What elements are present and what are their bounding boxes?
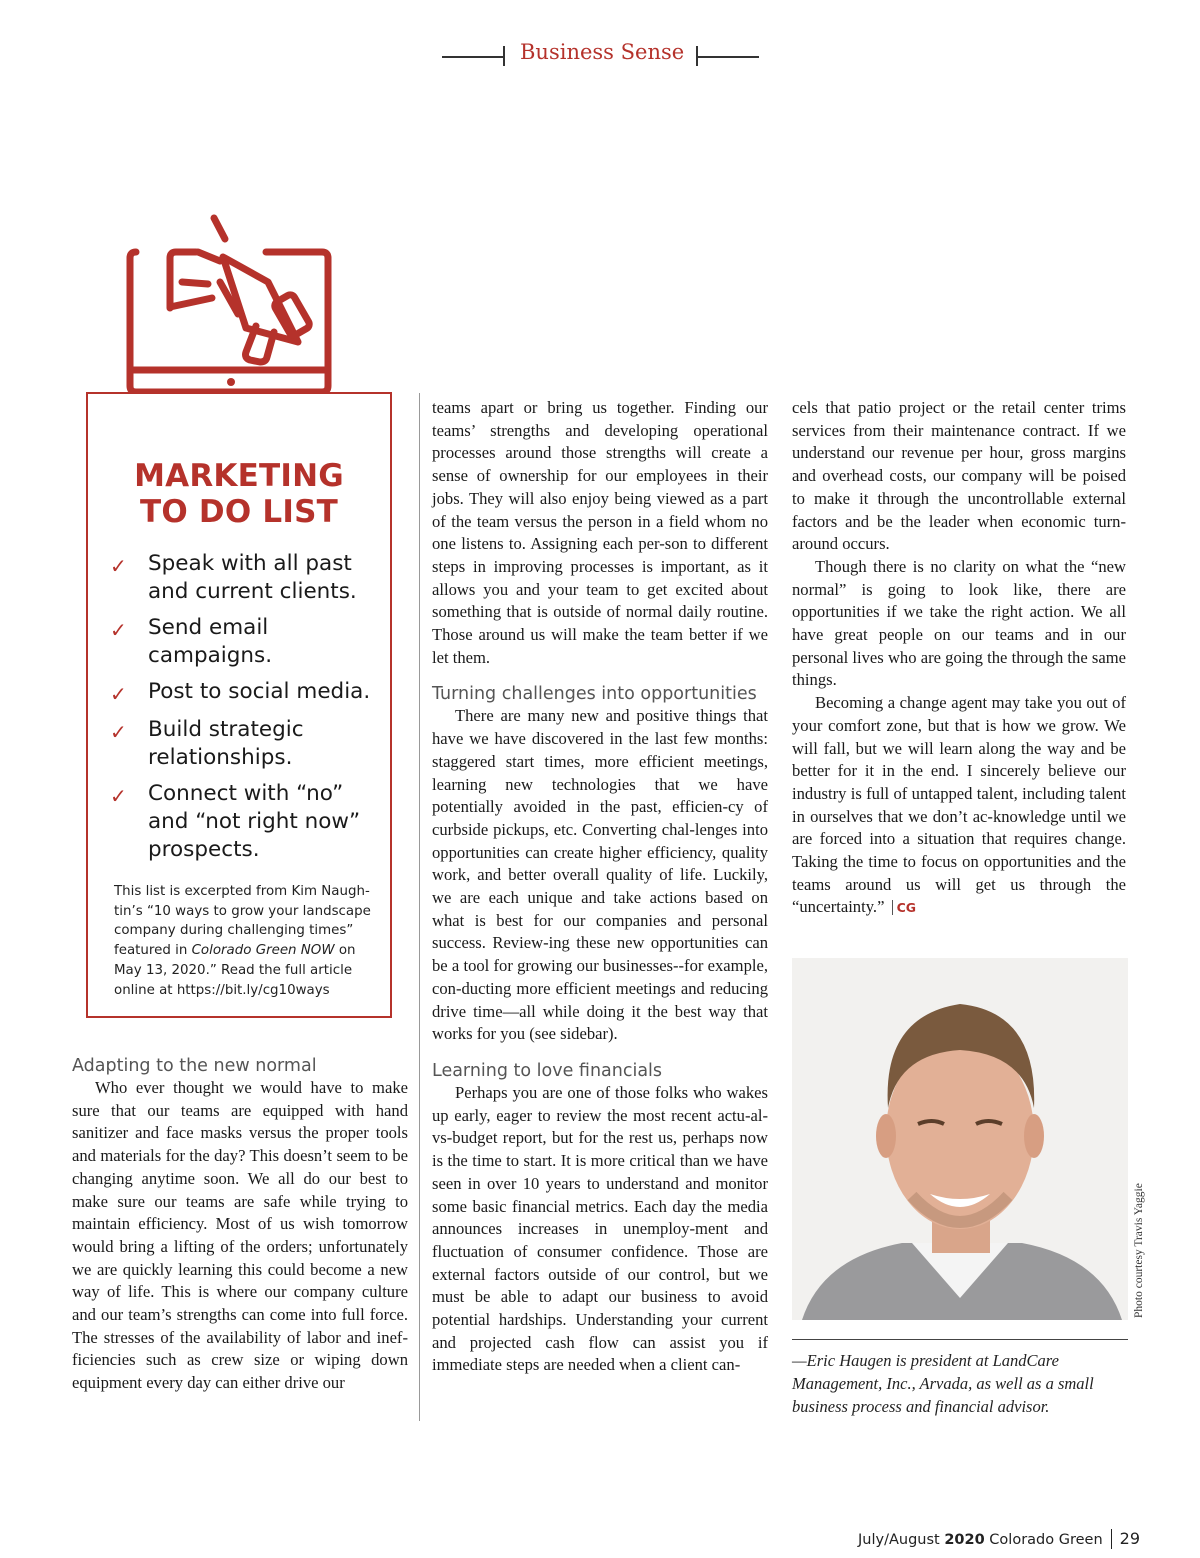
header-rule-left [442, 56, 504, 58]
article-column-2 [432, 397, 768, 1377]
end-mark: CG [892, 900, 916, 915]
article-column-1 [72, 1055, 408, 1395]
list-item [110, 780, 380, 864]
page-footer [858, 1529, 1140, 1549]
checkmark-icon: ✓ [110, 720, 127, 744]
todo-item-text: Speak with all past and current clients. [148, 551, 357, 604]
author-byline: —Eric Haugen is president at LandCare Management, Inc., Arvada, as well as a small business process and financial advisor. [792, 1351, 1094, 1416]
magazine-name: Colorado Green [989, 1532, 1103, 1548]
body-paragraph: cels that patio project or the retail center trims services from their maintenance contract. If we understand our revenue per hour, gross margins and overhead costs, our company will be poised to make it through the uncontrollable external factors and be the leader when economic turn-around occurs. [792, 398, 1126, 554]
body-paragraph: teams apart or bring us together. Finding our teams’ strengths and developing operational processes around those strengths will create a sense of ownership for our employees in their jobs. They will also enjoy being viewed as a part of the team versus the person in a field whom no one listens to. Assigning each per-son to different steps in improving processes is important, as it allows you and your team to get excited about something that is outside of normal daily routine. Those around us will make the team better if we let them. [432, 398, 768, 667]
note-text-1: This list is excerpted from Kim Naugh-tin’s “10 ways to grow your landscape company during challenging times” featured in [114, 884, 371, 959]
photo-credit: Photo courtesy Travis Yaggie [1133, 1183, 1145, 1318]
todo-item-text: Connect with “no” and “not right now” prospects. [148, 781, 361, 862]
author-portrait [792, 958, 1128, 1320]
sidebar-source-note [114, 882, 374, 1000]
closing-text: Becoming a change agent may take you out of your comfort zone, but that is how we grow. We will fall, but we will learn along the way and be better for it in the end. I sincerely believe our industry is full of untapped talent, including talent in ourselves that we don’t ac-knowledge until we are forced into a situation that requires change. Taking the time to focus on opportunities and the teams around us will get us through the “uncertainty.” [792, 693, 1126, 917]
checkmark-icon: ✓ [110, 554, 127, 578]
footer-separator [1111, 1529, 1112, 1549]
checkmark-icon: ✓ [110, 682, 127, 706]
sidebar-title-line1: MARKETING [134, 458, 344, 494]
list-item [110, 614, 380, 670]
issue-label: July/August [858, 1532, 940, 1548]
todo-list [110, 550, 380, 872]
author-photo [792, 958, 1128, 1320]
article-column-3 [792, 397, 1126, 920]
body-paragraph [792, 692, 1126, 920]
body-paragraph: Who ever thought we would have to make sure that our teams are equipped with hand sanitizer and face masks versus the proper tools and materials for the day? This doesn’t seem to be changing anytime soon. We all do our best to make sure our teams are safe while trying to maintain efficiency. Most of us wish tomorrow would bring a lifting of the orders; unfortunately we are quickly learning this could become a new way of life. This is where our company culture and our team’s strengths can come into full force. The stresses of the availability of labor and inef-ficiencies such as crew size or wiping down equipment every day can either drive our [72, 1078, 408, 1393]
list-item [110, 716, 380, 772]
section-heading: Adapting to the new normal [72, 1056, 317, 1076]
checkmark-icon: ✓ [110, 784, 127, 808]
header-tick-left [503, 46, 505, 66]
section-header [0, 38, 1200, 72]
todo-item-text: Send email campaigns. [148, 615, 273, 668]
body-paragraph: Perhaps you are one of those folks who wakes up early, eager to review the most recent actu-al-vs-budget report, but for the rest us, perhaps now is the time to start. It is more critical than we have seen in over 10 years to understand and monitor some basic financial metrics. Each day the media announces increases in unemploy-ment and fluctuation of consumer confidence. Those are external factors outside of our control, but we must be able to adapt our business to avoid potential hardships. Understanding your current and projected cash flow can assist you if immediate steps are needed when a client can- [432, 1082, 768, 1375]
sidebar-title-line2: TO DO LIST [140, 494, 338, 530]
note-publication: Colorado Green NOW [191, 943, 335, 959]
page-number: 29 [1119, 1529, 1140, 1548]
note-text-2: on May 13, 2020.” Read the full article online at https://bit.ly/cg10ways [114, 943, 356, 998]
column-divider [419, 393, 420, 1421]
list-item [110, 550, 380, 606]
header-rule-right [697, 56, 759, 58]
issue-year: 2020 [944, 1532, 985, 1548]
todo-item-text: Build strategic relationships. [148, 717, 304, 770]
section-heading: Turning challenges into opportunities [432, 684, 757, 705]
section-heading: Learning to love financials [432, 1060, 663, 1081]
checkmark-icon: ✓ [110, 618, 127, 642]
body-paragraph: There are many new and positive things that have we have discovered in the last few months: staggered start times, more efficient meetings, learning new technologies that we have potentially avoided in the past, efficien-cy of curbside pickups, etc. Converting chal-lenges into opportunities can create higher efficiency, quality work, and better overall quality of life. Luckily, we are each unique and take actions based on what is best for our companies and personal success. Review-ing these new opportunities can be a tool for growing our businesses--for example, con-ducting more efficient meetings and reducing drive time—all while doing it the best way that works for you (see sidebar). [432, 706, 768, 1044]
list-item [110, 678, 380, 708]
todo-item-text: Post to social media. [148, 679, 371, 704]
caption-rule [792, 1339, 1128, 1340]
sidebar-title [88, 458, 390, 530]
section-title: Business Sense [520, 40, 685, 64]
marketing-todo-sidebar [86, 392, 392, 1018]
body-paragraph: Though there is no clarity on what the “new normal” is going to look like, there are opportunities if we take the right action. We all have great people on our teams and in our personal lives who are going the through the same things. [792, 556, 1126, 690]
